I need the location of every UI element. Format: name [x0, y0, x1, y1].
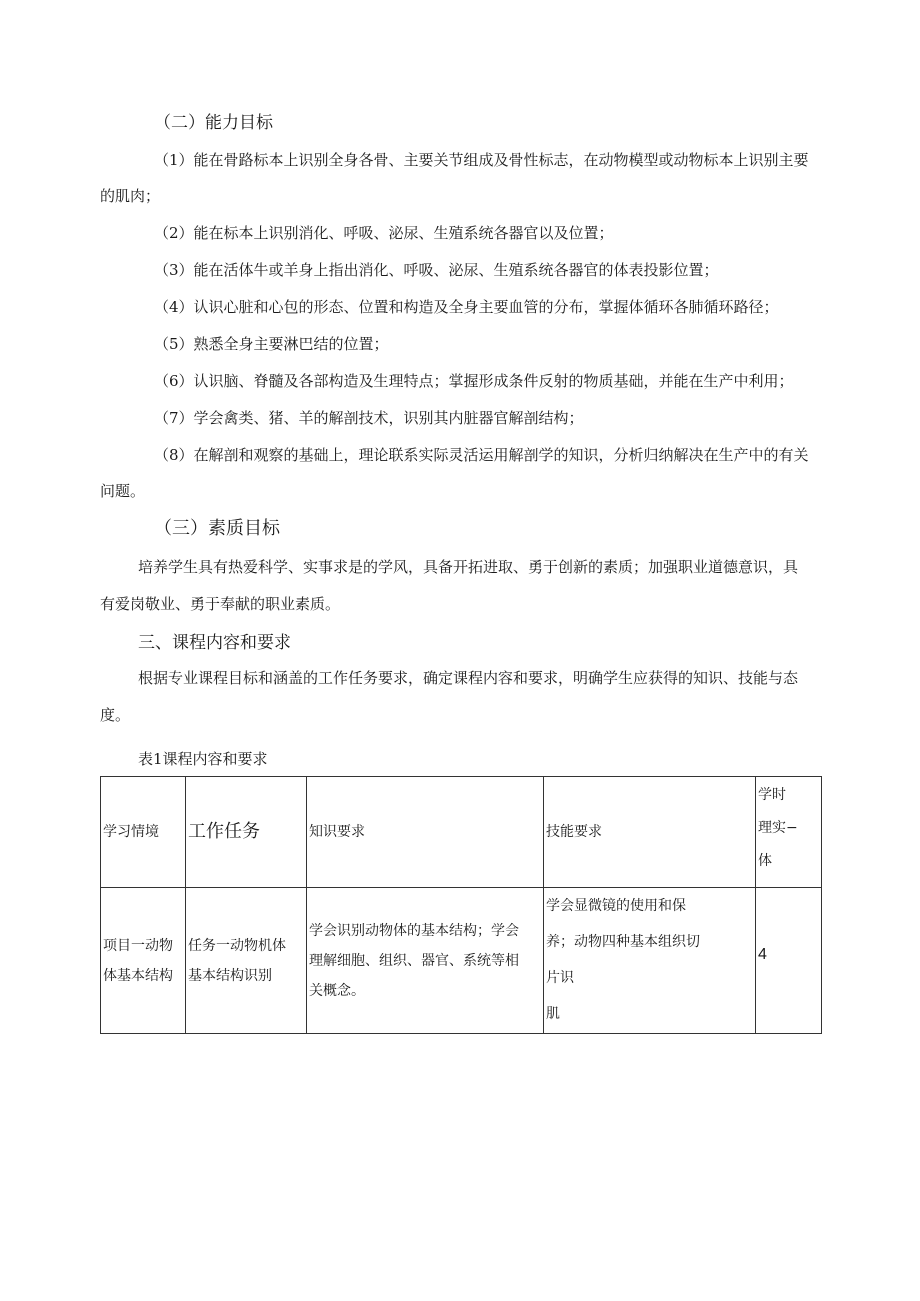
header-skill — [544, 777, 756, 888]
row-knowledge-line-1: 学会识别动物体的基本结构；学会 — [309, 922, 519, 939]
header-hours-line-1: 学时 — [758, 787, 786, 803]
header-hours-line-3: 体 — [758, 853, 772, 869]
header-knowledge-text: 知识要求 — [309, 824, 365, 840]
ability-item-2: （2）能在标本上识别消化、呼吸、泌尿、生殖系统各器官以及位置； — [154, 224, 614, 242]
quality-line-1: 培养学生具有热爱科学、实事求是的学风，具备开拓进取、勇于创新的素质；加强职业道德意识，具 — [138, 558, 799, 576]
ability-item-3: （3）能在活体牛或羊身上指出消化、呼吸、泌尿、生殖系统各器官的体表投影位置； — [154, 261, 719, 279]
row-hours-value: 4 — [758, 946, 767, 963]
row-knowledge-line-3: 关概念。 — [309, 982, 365, 999]
row-situation — [101, 888, 186, 1034]
header-situation — [101, 777, 186, 888]
section3-line-2: 度。 — [100, 706, 131, 724]
ability-item-1: （1）能在骨路标本上识别全身各骨、主要关节组成及骨性标志，在动物模型或动物标本上识别主要 — [154, 151, 809, 169]
header-hours — [756, 777, 822, 888]
row-skill — [544, 888, 756, 1034]
ability-heading: （二）能力目标 — [154, 113, 273, 133]
row-hours — [756, 888, 822, 1034]
row-knowledge-line-2: 理解细胞、组织、器官、系统等相 — [309, 952, 519, 969]
table-row — [101, 888, 822, 1034]
header-knowledge — [307, 777, 544, 888]
ability-item-7: （7）学会禽类、猪、羊的解剖技术，识别其内脏器官解剖结构； — [154, 409, 584, 427]
row-situation-line-1: 项目一动物 — [103, 937, 173, 954]
ability-item-8-cont: 问题。 — [100, 482, 146, 500]
header-task-text: 工作任务 — [188, 820, 260, 842]
header-skill-text: 技能要求 — [546, 824, 602, 840]
section3-heading: 三、课程内容和要求 — [138, 633, 291, 653]
table-header-row — [101, 777, 822, 888]
table-caption: 表1课程内容和要求 — [138, 750, 268, 768]
header-task — [186, 777, 307, 888]
course-table — [100, 776, 822, 1034]
row-skill-line-4: 肌 — [546, 1006, 560, 1022]
row-task — [186, 888, 307, 1034]
ability-item-1-cont: 的肌肉； — [100, 187, 161, 205]
quality-heading: （三）素质目标 — [154, 518, 280, 539]
row-skill-line-3: 片识 — [546, 970, 574, 986]
row-skill-line-1: 学会显微镜的使用和保 — [546, 898, 686, 914]
ability-item-8: （8）在解剖和观察的基础上，理论联系实际灵活运用解剖学的知识，分析归纳解决在生产中的有关 — [154, 446, 809, 464]
row-skill-line-2: 养；动物四种基本组织切 — [546, 934, 700, 950]
header-hours-line-2: 理实− — [758, 820, 798, 836]
row-task-line-2: 基本结构识别 — [188, 967, 272, 984]
header-situation-text: 学习情境 — [103, 824, 159, 840]
row-task-line-1: 任务一动物机体 — [188, 937, 286, 954]
row-knowledge — [307, 888, 544, 1034]
ability-item-6: （6）认识脑、脊髓及各部构造及生理特点；掌握形成条件反射的物质基础，并能在生产中利用； — [154, 372, 794, 390]
section3-line-1: 根据专业课程目标和涵盖的工作任务要求，确定课程内容和要求，明确学生应获得的知识、技能与态 — [138, 669, 799, 687]
quality-line-2: 有爱岗敬业、勇于奉献的职业素质。 — [100, 595, 341, 613]
ability-item-5: （5）熟悉全身主要淋巴结的位置； — [154, 335, 389, 353]
row-situation-line-2: 体基本结构 — [103, 967, 173, 984]
ability-item-4: （4）认识心脏和心包的形态、位置和构造及全身主要血管的分布，掌握体循环各肺循环路径； — [154, 298, 779, 316]
